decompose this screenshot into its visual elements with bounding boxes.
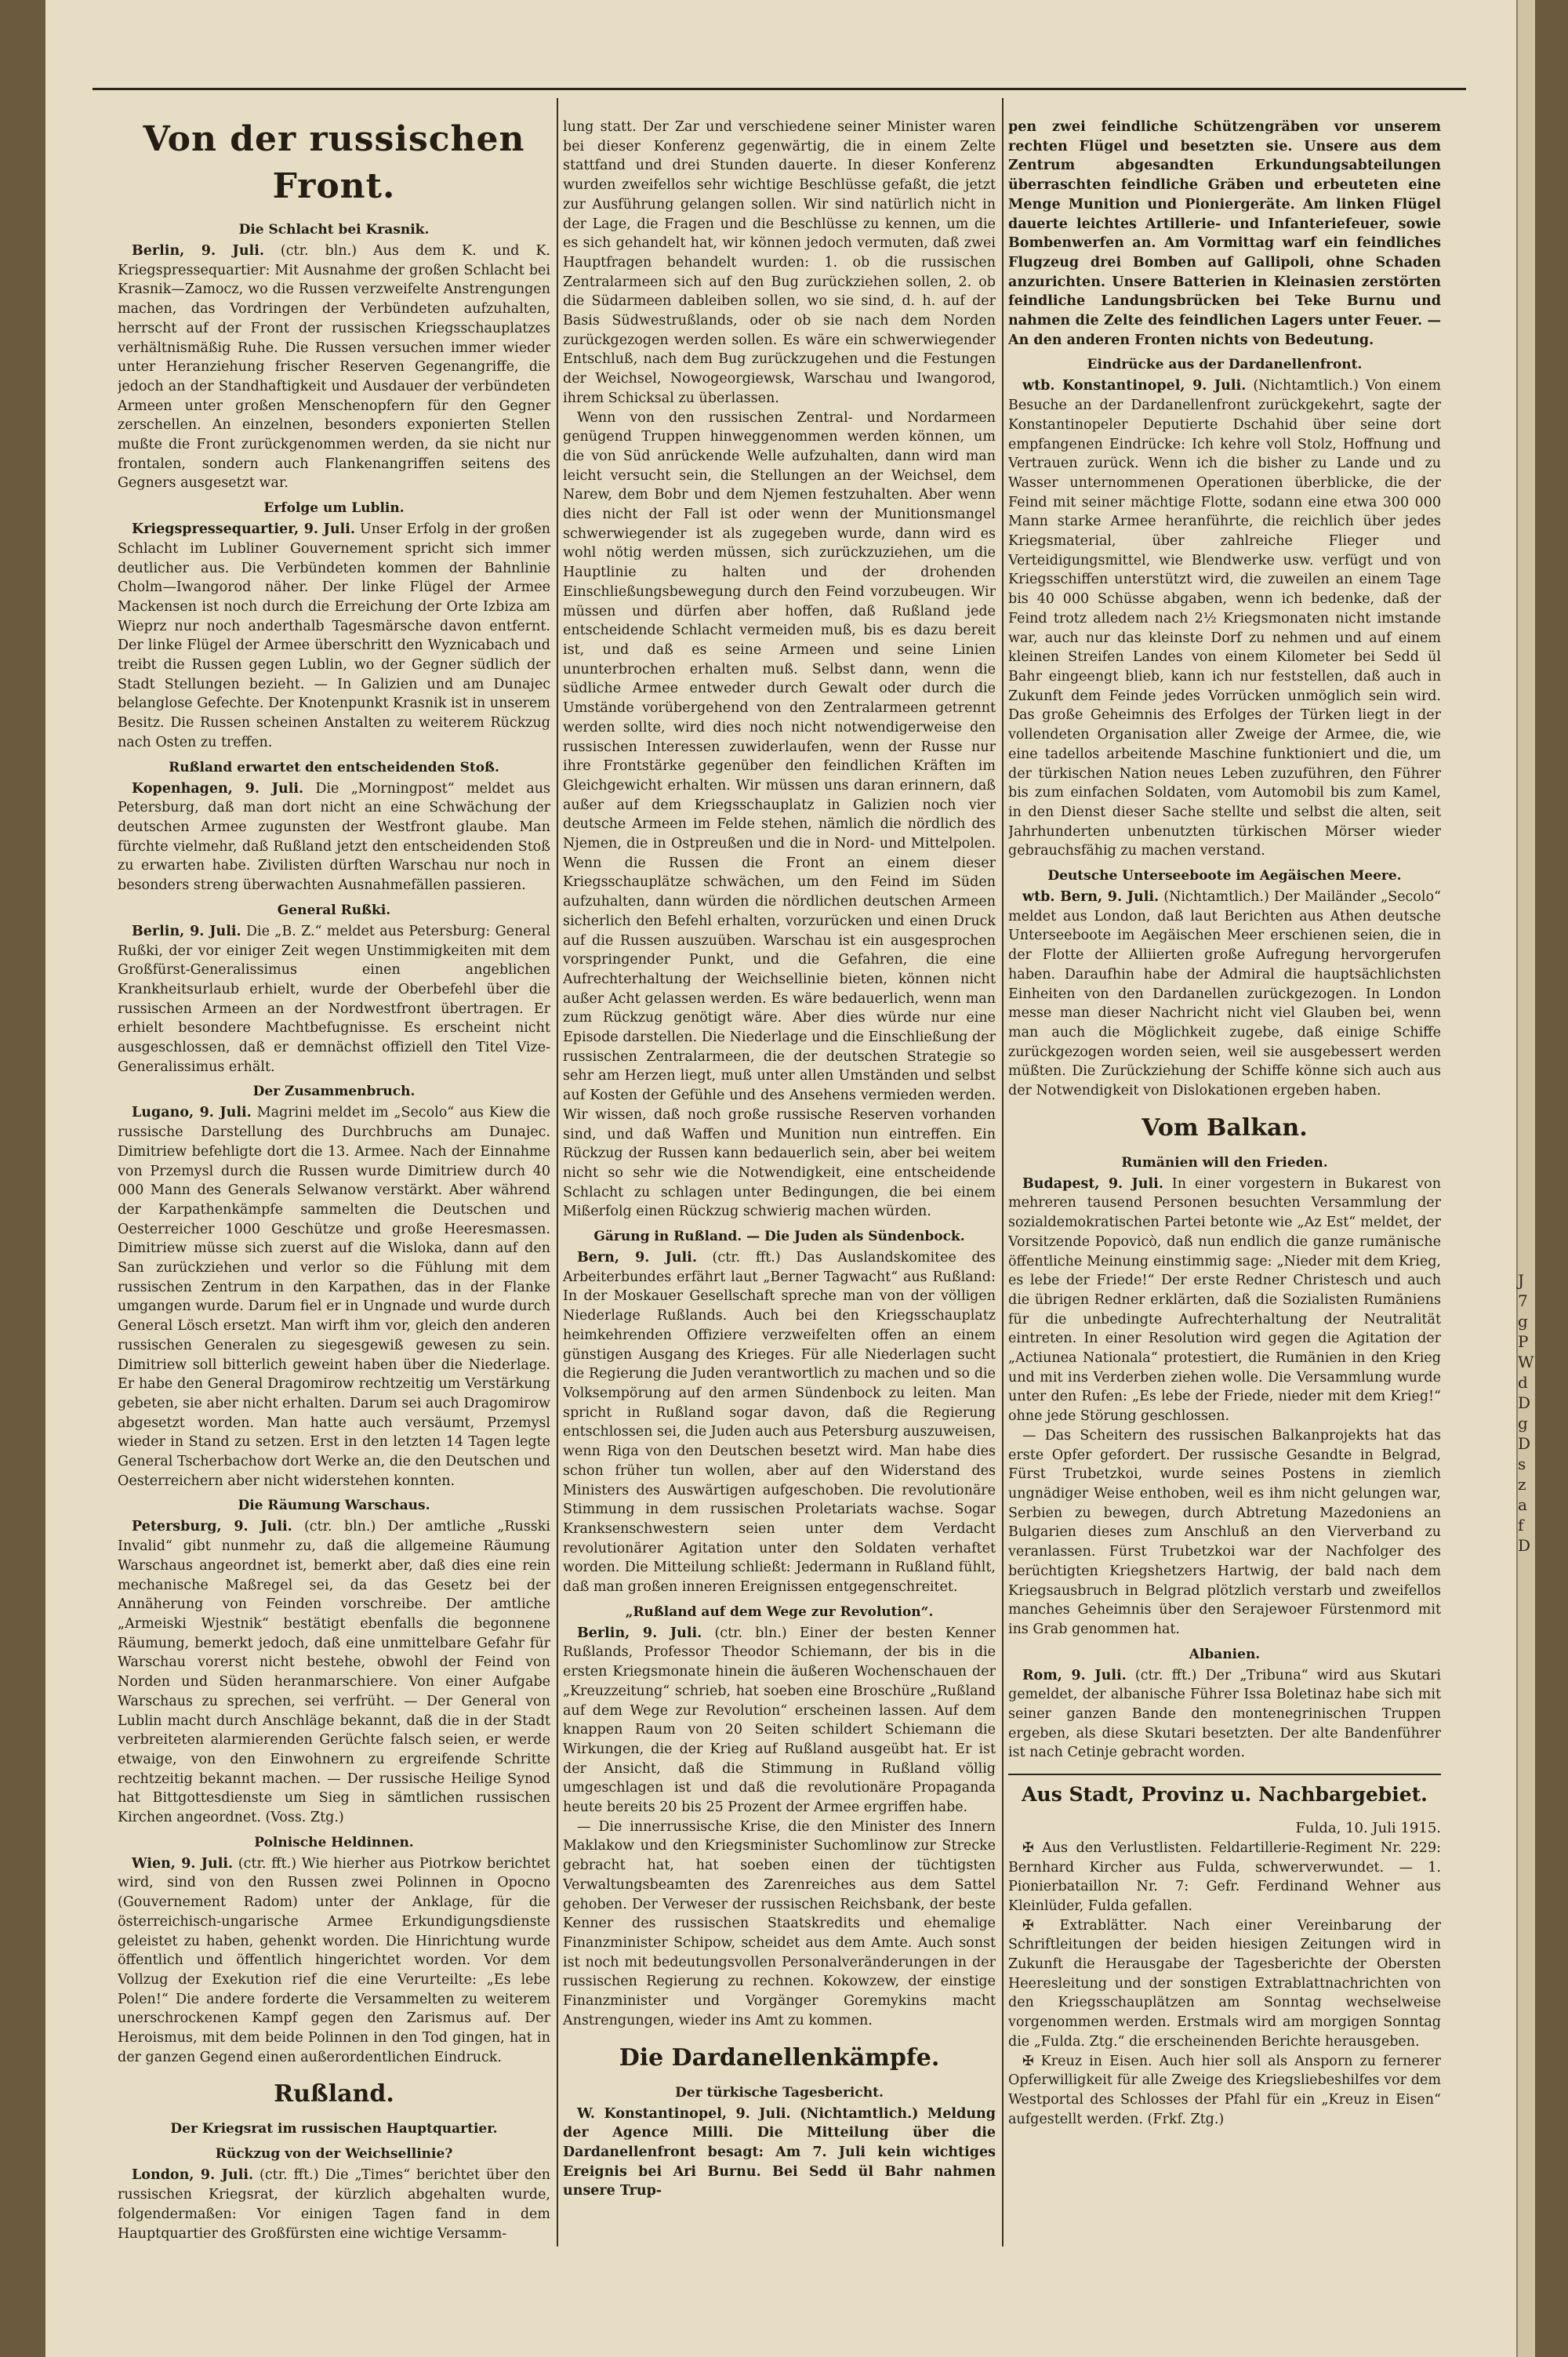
subhead-russki: General Rußki. (277, 902, 391, 918)
dateline: Kriegspressequartier, 9. Juli. (132, 521, 355, 538)
headline-local: Aus Stadt, Provinz u. Nachbargebiet. (1008, 1774, 1441, 1811)
dateline: Berlin, 9. Juli. (132, 243, 264, 259)
top-rule (93, 88, 1466, 90)
subhead-warsaw: Die Räumung Warschaus. (238, 1498, 430, 1514)
article-text: (Nichtamtlich.) Der Mailänder „Secolo“ meldet aus London, daß laut Berichten aus Athen deutsche Unterseeboote im Aegäischen Meer erschienen seien, die in der Flotte der Alliierten große Aufregung hervorgerufen haben. Daraufhin habe der Admiral die hauptsächlichsten Einheiten von den Dardanellen zurückgezogen. In London messe man dieser Nachricht nicht viel Glauben bei, wenn man auch die Möglichkeit zugebe, daß einige Schiffe zurückgezogen worden seien, weil sie ausgebessert werden müßten. Die Zurückziehung der Schiffe könne sich auch aus der Notwendigkeit von Dislokationen ergeben haben. (1008, 889, 1441, 1099)
subhead-revolution: „Rußland auf dem Wege zur Revolution“. (625, 1603, 934, 1620)
dateline: Berlin, 9. Juli. (132, 923, 241, 939)
article-paragraph: Wenn von den russischen Zentral- und Nordarmeen genügend Truppen hinweggenommen werden können, um die von Süd anrückende Welle aufzuhalten, dann wird man leicht versucht sein, die Stellungen an der Weichsel, dem Narew, dem Bobr und dem Njemen festzuhalten. Aber wenn dies nicht der Fall ist oder wenn der Munitionsmangel schwerwiegender ist als zugegeben wurde, dann wird es wohl nötig werden müssen, sich zurückzuziehen, um die Hauptlinie zu halten und der drohenden Einschließungsbewegung durch den Feind vorzubeugen. Wir müssen und dürfen aber hoffen, daß Rußland jede entscheidende Schlacht vermeiden muß, bis es dazu bereit ist, und daß es seine Armeen und seine Linien ununterbrochen erhalten muß. Selbst dann, wenn die südliche Armee entweder durch Gewalt oder durch die Umstände vorübergehend von den Zentralarmeen getrennt werden sollte, wird dies noch nicht notwendigerweise den russischen Interessen zuwiderlaufen, wenn der Russe nur ihre Frontstärke gegenüber den feindlichen Kräften im Gleichgewicht erhalten. Wir müssen uns daran erinnern, daß außer auf dem Kriegsschauplatz in Galizien noch vier deutsche Armeen im Felde stehen, nämlich die nördlich des Njemen, die in Ostpreußen und die in Nord- und Mittelpolen. Wenn die Russen die Front an einem dieser Kriegsschauplätze schwächen, um den Feind im Süden aufzuhalten, dann würden die nördlichen deutschen Armeen sicherlich den Befehl erhalten, vorzurücken und einen Druck auf die Russen auszuüben. Warschau ist ein ausgesprochen vorspringender Punkt, und die Gefahren, die eine Aufrechterhaltung der Weichsellinie bieten, können nicht außer Acht gelassen werden. Es wäre bedauerlich, wenn man zum Rückzug genötigt wäre. Aber dies würde nur eine Episode darstellen. Die Niederlage und die Einschließung der russischen Zentralarmeen, die der deutschen Strategie so sehr am Herzen liegt, muß unter allen Umständen und selbst auf Kosten der Gefühle und des Ansehens vermieden werden. Wir wissen, daß noch große russische Reserven vorhanden sind, und daß Waffen und Munition nun eintreffen. Ein Rückzug der Russen kann bedauerlich sein, aber bei weitem nicht so sehr wie die Notwendigkeit, eine entscheidende Schlacht zu schlagen unter Bedingungen, die bei einem Mißerfolg einen Rückzug schwierig machen würden. (563, 409, 996, 1220)
dateline: Berlin, 9. Juli. (577, 1625, 702, 1641)
article-continuation: lung statt. Der Zar und verschiedene seiner Minister waren bei dieser Konferenz gegenwärtig, die in einem Zelte stattfand und drei Stunden dauerte. In dieser Konferenz wurden zweifellos sehr wichtige Beschlüsse gefaßt, die jetzt zur Ausführung gelangen sollen. Wir sind natürlich nicht in der Lage, die Fragen und die Beschlüsse zu kennen, um die es sich gehandelt hat, wir können jedoch vermuten, daß zwei Hauptfragen behandelt wurden: 1. ob die russischen Zentralarmeen sich auf den Bug zurückziehen sollen, 2. ob die Südarmeen dableiben sollen, wo sie sind, d. h. auf der Basis Südwestrußlands, oder ob sie nach dem Norden zurückgezogen werden sollen. Es wäre ein schwerwiegender Entschluß, nach dem Bug zurückzugehen und die Festungen der Weichsel, Nowogeorgiewsk, Warschau und Iwangorod, ihrem Schicksal zu überlassen. (563, 119, 996, 406)
subhead-lublin: Erfolge um Lublin. (263, 500, 405, 517)
article-text: (ctr. bln.) Aus dem K. und K. Kriegspressequartier: Mit Ausnahme der großen Schlacht bei Krasnik—Zamocz, wo die Russen verzweifelte Anstrengungen machen, das Vordringen der Verbündeten aufzuhalten, herrscht auf der Front der russischen Kriegsschauplatzes verhältnismäßig Ruhe. Die Russen versuchen immer wieder unter Heranziehung frischer Reserven Gegenangriffe, die jedoch an der Standhaftigkeit und Ausdauer der verbündeten Armeen unter großen Menschenopfern für den Gegner zerschellen. An einzelnen, besonders exponierten Stellen mußte die Front zurückgenommen werden, da sie nicht nur frontalen, sondern auch Flankenangriffen seitens des Gegners ausgesetzt war. (118, 243, 550, 492)
article-paragraph: — Das Scheitern des russischen Balkanprojekts hat das erste Opfer gefordert. Der russische Gesandte in Belgrad, Fürst Trubetzkoi, wurde seines Postens in ziemlich ungnädiger Weise enthoben, weil es ihm nicht gelungen war, Serbien zu bewegen, durch Abtretung Mazedoniens an Bulgarien dieses zum Anschluß an den Vierverband zu veranlassen. Fürst Trubetzkoi war der Nachfolger des berüchtigten Kriegshetzers Hartwig, der bald nach dem Kriegsausbruch in Belgrad plötzlich verstarb und zweifellos manches Geheimnis über den Serajewoer Fürstenmord mit ins Grab genommen hat. (1008, 1427, 1441, 1637)
dateline: W. Konstantinopel, 9. Juli. (577, 2105, 791, 2122)
article-turkish-report (563, 2105, 996, 2202)
subhead-polish-heroines: Polnische Heldinnen. (254, 1834, 414, 1850)
local-item-extras: ✠ Extrablätter. Nach einer Vereinbarung der Schriftleitungen der beiden hiesigen Zeitungen wird in Zukunft die Herausgabe der Tagesberichte der Obersten Heeresleitung und der sonstigen Extrablattnachrichten von den Kriegsschauplätzen am Sonntag wechselweise vorgenommen werden. Erstmals wird am morgigen Sonntag die „Fulda. Ztg.“ die erscheinenden Berichte herausgeben. (1008, 1917, 1441, 2050)
article-submarines (1008, 888, 1441, 1101)
newspaper-page (45, 0, 1535, 2357)
headline-balkan: Vom Balkan. (1142, 1113, 1308, 1142)
local-dateline: Fulda, 10. Juli 1915. (1295, 1820, 1441, 1837)
column-1 (118, 110, 550, 2243)
subhead-impressions: Eindrücke aus der Dardanellenfront. (1087, 357, 1363, 373)
dateline: Kopenhagen, 9. Juli. (132, 780, 304, 797)
subhead-retreat: Rückzug von der Weichsellinie? (215, 2146, 453, 2163)
article-text: (ctr. fft.) Der „Tribuna“ wird aus Skutari gemeldet, der albanische Führer Issa Boletinaz habe sich mit seiner ganzen Bande den montenegrinischen Truppen ergeben, als diese Skutari besetzten. Der alte Bandenführer ist nach Cetinje gebracht worden. (1008, 1667, 1441, 1761)
article-decisive-blow (118, 779, 550, 895)
article-ferment (563, 1248, 996, 1597)
dateline: wtb. Konstantinopel, 9. Juli. (1022, 378, 1247, 394)
column-2 (563, 118, 996, 2201)
article-warsaw (118, 1517, 550, 1827)
column-rule-2 (1002, 98, 1004, 2246)
article-text: In einer vorgestern in Bukarest von mehreren tausend Personen besuchten Versammlung der sozialdemokratischen Partei betonte wie „Az Est“ meldet, der Vorsitzende Popovicò, daß nun endlich die ganze rumänische öffentliche Meinung einstimmig sage: „Nieder mit dem Krieg, es lebe der Friede!“ Der erste Redner Christesch und auch die übrigen Redner erklärten, daß die Sozialisten Rumäniens für die unbedingte Aufrechterhaltung der Neutralität eintreten. In einer Resolution wird gegen die Agitation der „Actiunea Nationala“ protestiert, die Rumänien in den Krieg und mit ins Verderben ziehen wolle. Die Versammlung wurde unter den Rufen: „Es lebe der Friede, nieder mit dem Krieg!“ ohne jede Störung geschlossen. (1008, 1175, 1441, 1425)
dateline: Budapest, 9. Juli. (1022, 1175, 1163, 1192)
column-3 (1008, 118, 1441, 2129)
article-war-council (118, 2166, 550, 2243)
article-text: (ctr. fft.) Wie hierher aus Piotrkow berichtet wird, sind von den Russen zwei Polinnen in Opocno (Gouvernement Radom) unter der Anklage, für die österreichisch-ungarische Armee Erkundigungsdienste geleistet zu haben, gehenkt worden. Die Hinrichtung wurde öffentlich und öffentlich hingerichtet worden. Vor dem Vollzug der Exekution rief die eine Verurteilte: „Es lebe Polen!“ Die andere forderte die Versammelten zu weiterem unerschrockenen Kampf gegen den Zarismus auf. Der Heroismus, mit dem beide Polinnen in den Tod gingen, hat in der ganzen Gegend einen außerordentlichen Eindruck. (118, 1855, 550, 2065)
article-romania (1008, 1175, 1441, 1426)
article-text: (Nichtamtlich.) Von einem Besuche an der Dardanellenfront zurückgekehrt, sagte der Konstantinopeler Deputierte Dschahid über seine dort empfangenen Eindrücke: Ich kehre voll Stolz, Hoffnung und Vertrauen zurück. Wenn ich die bisher zu Lande und zu Wasser unternommenen Operationen überblicke, die der Feind mit seiner mächtige Flotte, sodann eine etwa 300 000 Mann starke Armee heranführte, die reichlich über jedes Kriegsmaterial, über zahlreiche Flieger und Verteidigungsmittel, wie Blendwerke usw. verfügt und von Kriegsschiffen unterstützt wird, die zuweilen an einem Tage bis 40 000 Schüsse abgaben, wenn ich bedenke, daß der Feind trotz alledem nach 2½ Kriegsmonaten nicht imstande war, auch nur das kleinste Dorf zu nehmen und auf einem kleinen Streifen Landes von einem Kilometer bei Sedd ül Bahr eingeengt blieb, kann ich nur feststellen, daß auch in Zukunft dem Feinde jedes Vorrücken unmöglich sein wird. Das große Geheimnis des Erfolges der Türken liegt in der vollendeten Organisation aller Zweige der Armee, die, wie eine tadellos arbeitende Maschine funktioniert und die, um der türkischen Nation neues Leben zuzuführen, den Führer bis zum einfachen Soldaten, vom Automobil bis zum Kamel, in den Dienst dieser Sache stellte und selbst die alten, seit Jahrhunderten unbenutzten türkischen Mörser wieder gebrauchsfähig zu machen verstand. (1008, 378, 1441, 859)
subhead-collapse: Der Zusammenbruch. (252, 1084, 416, 1100)
article-collapse (118, 1103, 550, 1491)
article-text: Unser Erfolg in der großen Schlacht im Lubliner Gouvernement spricht sich immer deutlicher aus. Die Verbündeten kommen der Bahnlinie Cholm—Iwangorod näher. Der linke Flügel der Armee Mackensen ist noch durch die Erreichung der Orte Izbiza am Wieprz nur noch anderthalb Tagesmärsche davon entfernt. Der linke Flügel der Armee überschritt den Wyznicabach und treibt die Russen gegen Lublin, wo der Gegner südlich der Stadt Stellungen bezieht. — In Galizien und am Dunajec belanglose Gefechte. Der Knotenpunkt Krasnik ist in unserem Besitz. Die Russen scheinen Anstalten zu weiterem Rückzug nach Osten zu treffen. (118, 521, 550, 750)
article-text: (ctr. bln.) Der amtliche „Russki Invalid“ gibt nunmehr zu, daß die allgemeine Räumung Warschaus angeordnet ist, bemerkt aber, daß dies eine rein mechanische Maßregel sei, da das Gesetz bei der Annäherung von Feinden vorschreibe. Der amtliche „Armeiski Wjestnik“ bestätigt ebenfalls die begonnene Räumung, bemerkt jedoch, daß eine unmittelbare Gefahr für Warschau vorerst nicht bestehe, obwohl der Feind von Norden und Süden heranmarschiere. Von einer Aufgabe Warschaus zu sprechen, sei verfrüht. — Der General von Lublin macht durch Anschläge bekannt, daß die in der Stadt verbreiteten alarmierenden Gerüchte falsch seien, er werde etwaige, von den Einwohnern zu ergreifende Schritte rechtzeitig bekannt machen. — Der russische Heilige Synod hat Bittgottesdienste um Sieg in sämtlichen russischen Kirchen angeordnet. (Voss. Ztg.) (118, 1519, 550, 1826)
article-continuation: pen zwei feindliche Schützengräben vor unserem rechten Flügel und besetzten sie. Unsere aus dem Zentrum abgesandten Erkundungsabteilungen überraschten feindliche Gräben und erbeuteten eine Menge Munition und Pioniergeräte. Am linken Flügel dauerte leichtes Artillerie- und Infanteriefeuer, sowie Bombenwerfen an. Am Vormittag warf ein feindliches Flugzeug drei Bomben auf Gallipoli, ohne Schaden anzurichten. Unsere Batterien in Kleinasien zerstörten feindliche Landungsbrücken bei Teke Burnu und nahmen die Zelte des feindlichen Lagers unter Feuer. — An den anderen Fronten nichts von Bedeutung. (1008, 119, 1441, 348)
article-krasnik (118, 242, 550, 493)
dateline: Wien, 9. Juli. (132, 1855, 234, 1872)
subhead-romania: Rumänien will den Frieden. (1121, 1154, 1328, 1171)
dateline: Petersburg, 9. Juli. (132, 1519, 292, 1535)
subhead-krasnik: Die Schlacht bei Krasnik. (238, 222, 430, 238)
dateline: London, 9. Juli. (132, 2167, 254, 2184)
column-rule-1 (557, 98, 558, 2246)
subhead-ferment-russia: Gärung in Rußland. — Die Juden als Sündenbock. (593, 1229, 965, 1245)
article-polish-heroines (118, 1854, 550, 2068)
article-lublin (118, 520, 550, 752)
subhead-albania: Albanien. (1189, 1646, 1261, 1662)
subhead-turkish-report: Der türkische Tagesbericht. (675, 2084, 884, 2101)
subhead-war-council: Der Kriegsrat im russischen Hauptquartier. (170, 2121, 498, 2137)
article-impressions (1008, 376, 1441, 861)
adjacent-page-edge (1516, 0, 1535, 2357)
article-text: (ctr. fft.) Das Auslandskomitee des Arbeiterbundes erfährt laut „Berner Tagwacht“ aus Rußland: In der Moskauer Gesellschaft spreche man von der völligen Niederlage Rußlands. Auch bei den Kriegsschauplatz heimkehrenden Offiziere verzweifelten offen an einem günstigen Ausgang des Krieges. Für alle Niederlagen sucht die Regierung die Juden verantwortlich zu machen und so die Volksempörung auf den armen Sündenbock zu leiten. Man spricht in Rußland sogar davon, daß die Regierung entschlossen sei, die Juden auch aus Petersburg auszuweisen, wenn Riga von den Deutschen besetzt wird. Man habe dies schon früher tun wollen, aber auf den Widerstand des Ministers des Auswärtigen aufgeschoben. Die revolutionäre Stimmung in dem russischen Proletariats wachse. Sogar Kranksenschwestern seien unter dem Verdacht revolutionärer Agitation unter den Soldaten verhaftet worden. Die Mitteilung schließt: Jedermann in Rußland fühlt, daß man großen inneren Ereignissen entgegenschreitet. (563, 1250, 996, 1596)
headline-russian-front: Von der russischen Front. (143, 119, 525, 206)
article-text: (ctr. bln.) Einer der besten Kenner Rußlands, Professor Theodor Schiemann, der bis in die ersten Kriegsmonate hinein die äußeren Wochenschauen der „Kreuzzeitung“ schrieb, hat soeben eine Broschüre „Rußland auf dem Wege zur Revolution“ erscheinen lassen. Auf dem knappen Raum von 20 Seiten schildert Schiemann die Wirkungen, die der Krieg auf Rußland ausgeübt hat. Er ist der Ansicht, daß die Stimmung in Rußland völlig umgeschlagen ist und daß die revolutionäre Propaganda heute bereits 20 bis 25 Prozent der Armee ergriffen habe. (563, 1625, 996, 1816)
article-text: (ctr. fft.) Die „Times“ berichtet über den russischen Kriegsrat, der kürzlich abgehalten wurde, folgendermaßen: Vor einigen Tagen fand in dem Hauptquartier des Großfürsten eine wichtige Versamm- (118, 2167, 550, 2242)
adjacent-page-text: J 7 g P W d D g D s z a f D (1518, 1271, 1534, 1555)
article-revolution (563, 1624, 996, 1818)
article-text: Magrini meldet im „Secolo“ aus Kiew die russische Darstellung des Durchbruchs am Dunajec. Dimitriew befehligte dort die 13. Armee. Nach der Einnahme von Przemysl durch die Russen wurde Dimitriew durch 40 000 Mann des Generals Selwanow verstärkt. Aber während der Karpathenkämpfe sammelten die Deutschen und Oesterreicher 1000 Geschütze und große Heeresmassen. Dimitriew müsse sich zuerst auf die Wisloka, dann auf den San zurückziehen und verlor so die Fühlung mit dem russischen Zentrum in den Karpathen, das in der Flanke umgangen wurde. Darum fiel er in Ungnade und wurde durch General Lösch ersetzt. Man wirft ihm vor, gleich den anderen russischen Generalen zu siegesgewiß gewesen zu sein. Dimitriew soll bitterlich geweint haben über die Niederlage. Er habe den General Dragomirow rechtzeitig um Verstärkung gebeten, sie aber nicht erhalten. Darum sei auch Dragomirow abgesetzt worden. Man hatte auch versäumt, Przemysl wieder in Stand zu setzen. Erst in den letzten 14 Tagen legte General Tscherbachow dort Werke an, die den Deutschen und Oesterreichern aber nicht widerstehen konnten. (118, 1105, 550, 1489)
article-text: Die „B. Z.“ meldet aus Petersburg: General Rußki, der vor einiger Zeit wegen Unstimmigkeiten mit dem Großfürst-Generalissimus einen angeblichen Krankheitsurlaub erhielt, wurde der Oberbefehl über die russischen Armeen an der Nordwestfront übertragen. Er erhielt besondere Machtbefugnisse. Es erscheint nicht ausgeschlossen, daß er demnächst offiziell den Titel Vize-Generalissimus erhält. (118, 923, 550, 1075)
local-item-losses: ✠ Aus den Verlustlisten. Feldartillerie-Regiment Nr. 229: Bernhard Kircher aus Fulda, schwerverwundet. — 1. Pionierbataillon Nr. 7: Gefr. Ferdinand Wehner aus Kleinlüder, Fulda gefallen. (1008, 1839, 1441, 1914)
headline-dardanelles: Die Dardanellenkämpfe. (619, 2043, 940, 2072)
dateline: wtb. Bern, 9. Juli. (1022, 889, 1160, 906)
article-paragraph: — Die innerrussische Krise, die den Minister des Innern Maklakow und den Kriegsminister Suchomlinow zur Strecke gebracht hat, hat soeben einen der tüchtigsten Verwaltungsbeamten des Zarenreiches aus dem Sattel gehoben. Der Verweser der russischen Reichsbank, der beste Kenner des russischen Staatskredits und ehemalige Finanzminister Schipow, scheidet aus dem Amte. Auch sonst ist noch mit bedeutungsvollen Personalveränderungen in der russischen Regierung zu rechnen. Kokowzew, der einstige Finanzminister und Vorgänger Goremykins macht Anstrengungen, wieder ins Amt zu kommen. (563, 1818, 996, 2028)
article-text: (Nichtamtlich.) Meldung der Agence Milli. Die Mitteilung über die Dardanellenfront besagt: Am 7. Juli kein wichtiges Ereignis bei Ari Burnu. Bei Sedd ül Bahr nahmen unsere Trup- (563, 2105, 996, 2199)
dateline: Lugano, 9. Juli. (132, 1105, 252, 1121)
subhead-submarines: Deutsche Unterseeboote im Aegäischen Meere. (1047, 868, 1402, 884)
dateline: Bern, 9. Juli. (577, 1250, 697, 1266)
article-albania (1008, 1666, 1441, 1763)
local-item-iron-cross: ✠ Kreuz in Eisen. Auch hier soll als Ansporn zu fernerer Opferwilligkeit für alle Zweige des Kriegsliebeshilfes vor dem Westportal des Schlosses der Pfahl für ein „Kreuz in Eisen“ aufgestellt werden. (Frkf. Ztg.) (1008, 2053, 1441, 2127)
headline-russia: Rußland. (274, 2080, 394, 2108)
subhead-decisive-blow: Rußland erwartet den entscheidenden Stoß. (169, 759, 499, 775)
article-text: Die „Morningpost“ meldet aus Petersburg, daß man dort nicht an eine Schwächung der deutschen Armee zugunsten der Westfront glaube. Man fürchte vielmehr, daß Rußland jetzt den entscheidenden Stoß zu erwarten habe. Zivilisten dürften Warschau nur noch in besonders streng überwachten Ausnahmefällen passieren. (118, 780, 550, 894)
article-russki (118, 922, 550, 1077)
dateline: Rom, 9. Juli. (1022, 1667, 1127, 1683)
